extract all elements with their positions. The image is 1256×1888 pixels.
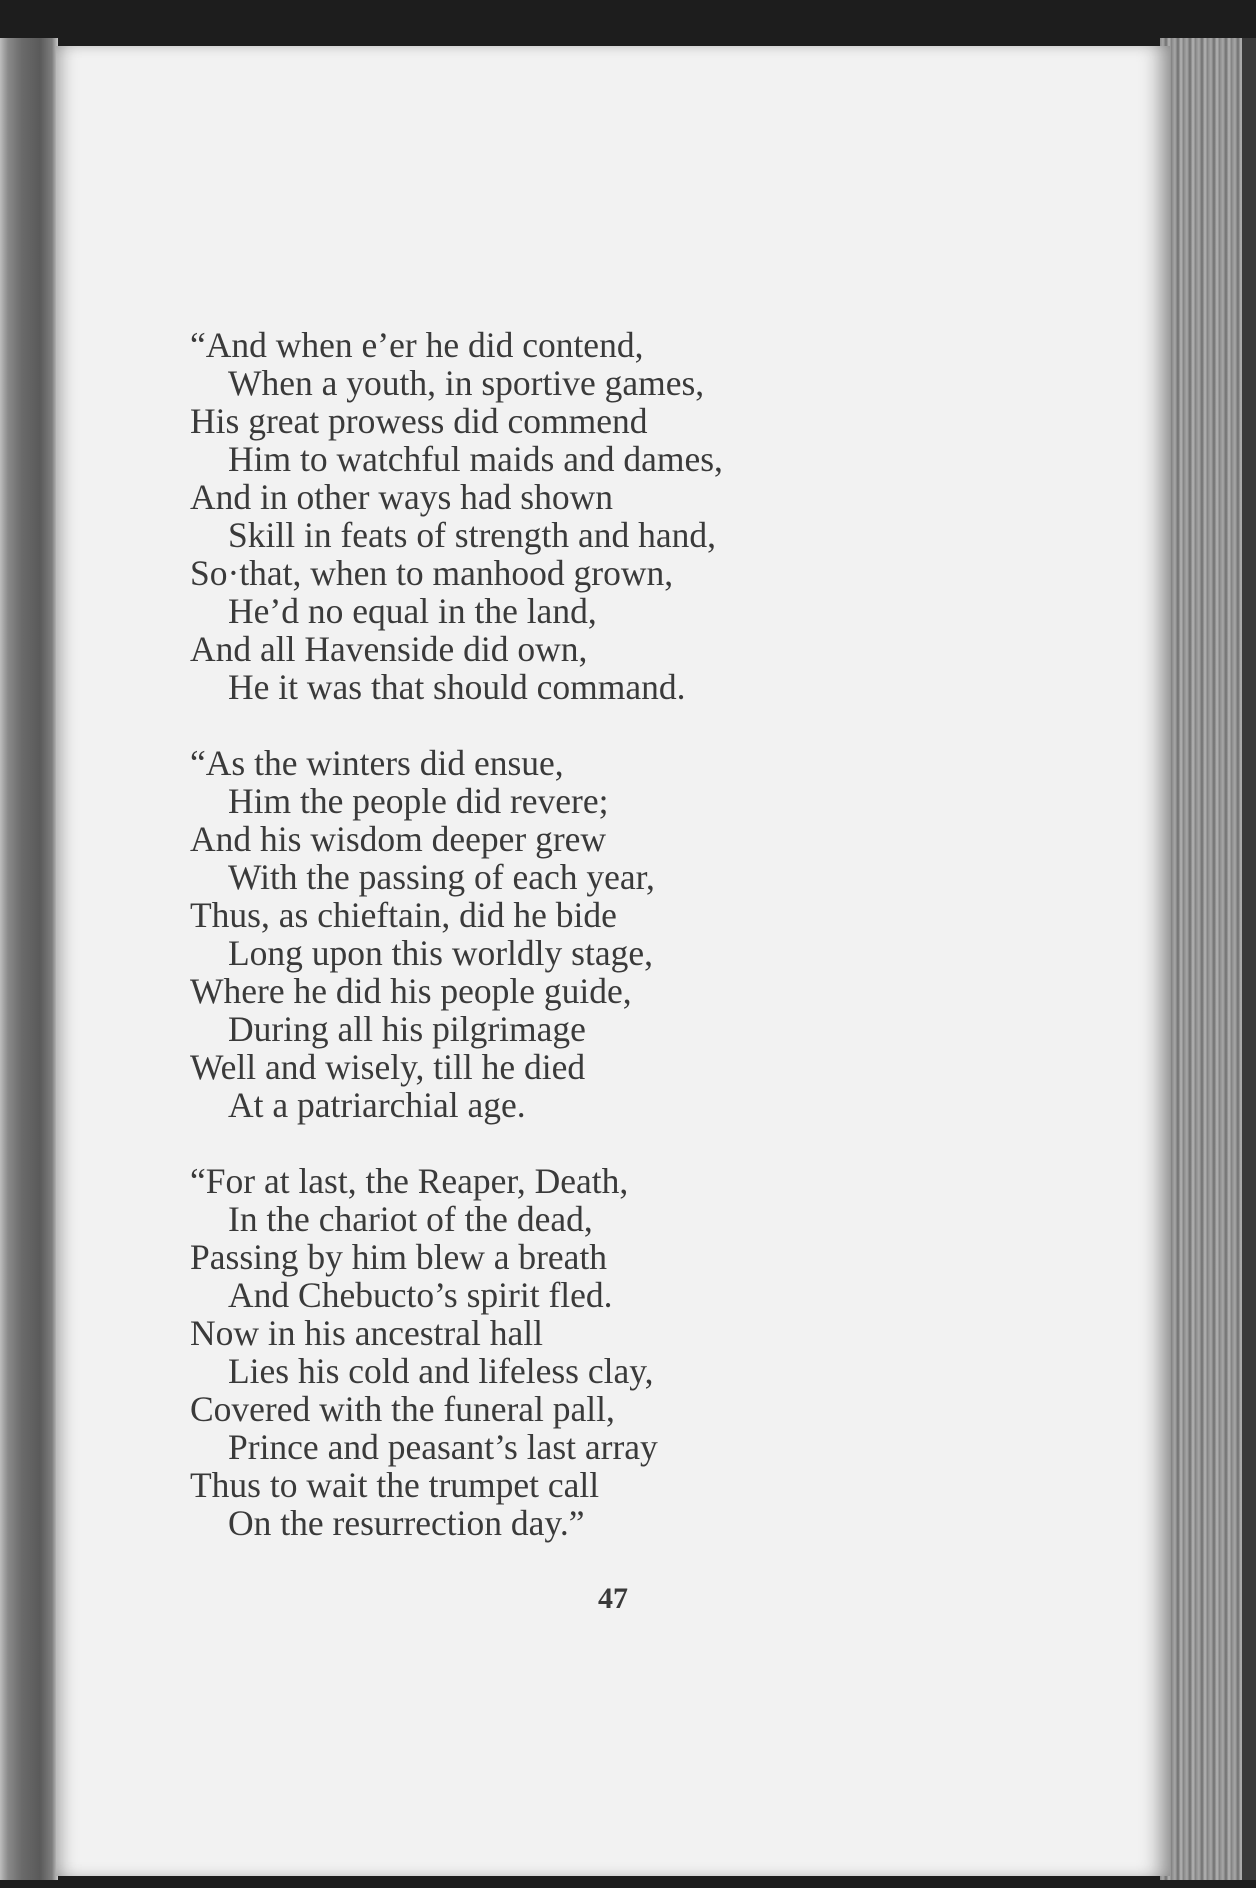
verse-line: He’d no equal in the land, [228, 591, 597, 631]
stanza-2 [190, 744, 1070, 1124]
verse-line: Covered with the funeral pall, [190, 1389, 615, 1429]
verse-line: Thus to wait the trumpet call [190, 1465, 600, 1505]
verse-line: And all Havenside did own, [190, 629, 588, 669]
verse-line: Him the people did revere; [228, 781, 609, 821]
verse-line: So·that, when to manhood grown, [190, 553, 674, 593]
verse-line: In the chariot of the dead, [228, 1199, 593, 1239]
verse-line: During all his pilgrimage [228, 1009, 586, 1049]
stanza-3 [190, 1162, 1070, 1542]
verse-line: And Chebucto’s spirit fled. [228, 1275, 613, 1315]
verse-line: On the resurrection day.” [228, 1503, 585, 1543]
verse-line: “As the winters did ensue, [190, 743, 564, 783]
stanza-1 [190, 326, 1070, 706]
verse-line: Thus, as chieftain, did he bide [190, 895, 617, 935]
verse-line: Prince and peasant’s last array [228, 1427, 658, 1467]
verse-line: Well and wisely, till he died [190, 1047, 586, 1087]
left-page-edge [0, 38, 58, 1880]
verse-line: “For at last, the Reaper, Death, [190, 1161, 629, 1201]
verse-line: Passing by him blew a breath [190, 1237, 608, 1277]
verse-line: “And when e’er he did contend, [190, 325, 644, 365]
verse-line: Skill in feats of strength and hand, [228, 515, 717, 555]
verse-line: He it was that should command. [228, 667, 686, 707]
verse-line: Long upon this worldly stage, [228, 933, 653, 973]
verse-line: And his wisdom deeper grew [190, 819, 607, 859]
poem [190, 326, 1070, 1580]
verse-line: When a youth, in sportive games, [228, 363, 705, 403]
verse-line: Him to watchful maids and dames, [228, 439, 723, 479]
verse-line: Where he did his people guide, [190, 971, 632, 1011]
page-number: 47 [598, 1582, 628, 1615]
right-page-edges [1160, 38, 1256, 1880]
verse-line: His great prowess did commend [190, 401, 648, 441]
verse-line: Lies his cold and lifeless clay, [228, 1351, 654, 1391]
book-page [56, 46, 1170, 1876]
verse-line: At a patriarchial age. [228, 1085, 526, 1125]
verse-line: With the passing of each year, [228, 857, 655, 897]
verse-line: And in other ways had shown [190, 477, 613, 517]
verse-line: Now in his ancestral hall [190, 1313, 543, 1353]
